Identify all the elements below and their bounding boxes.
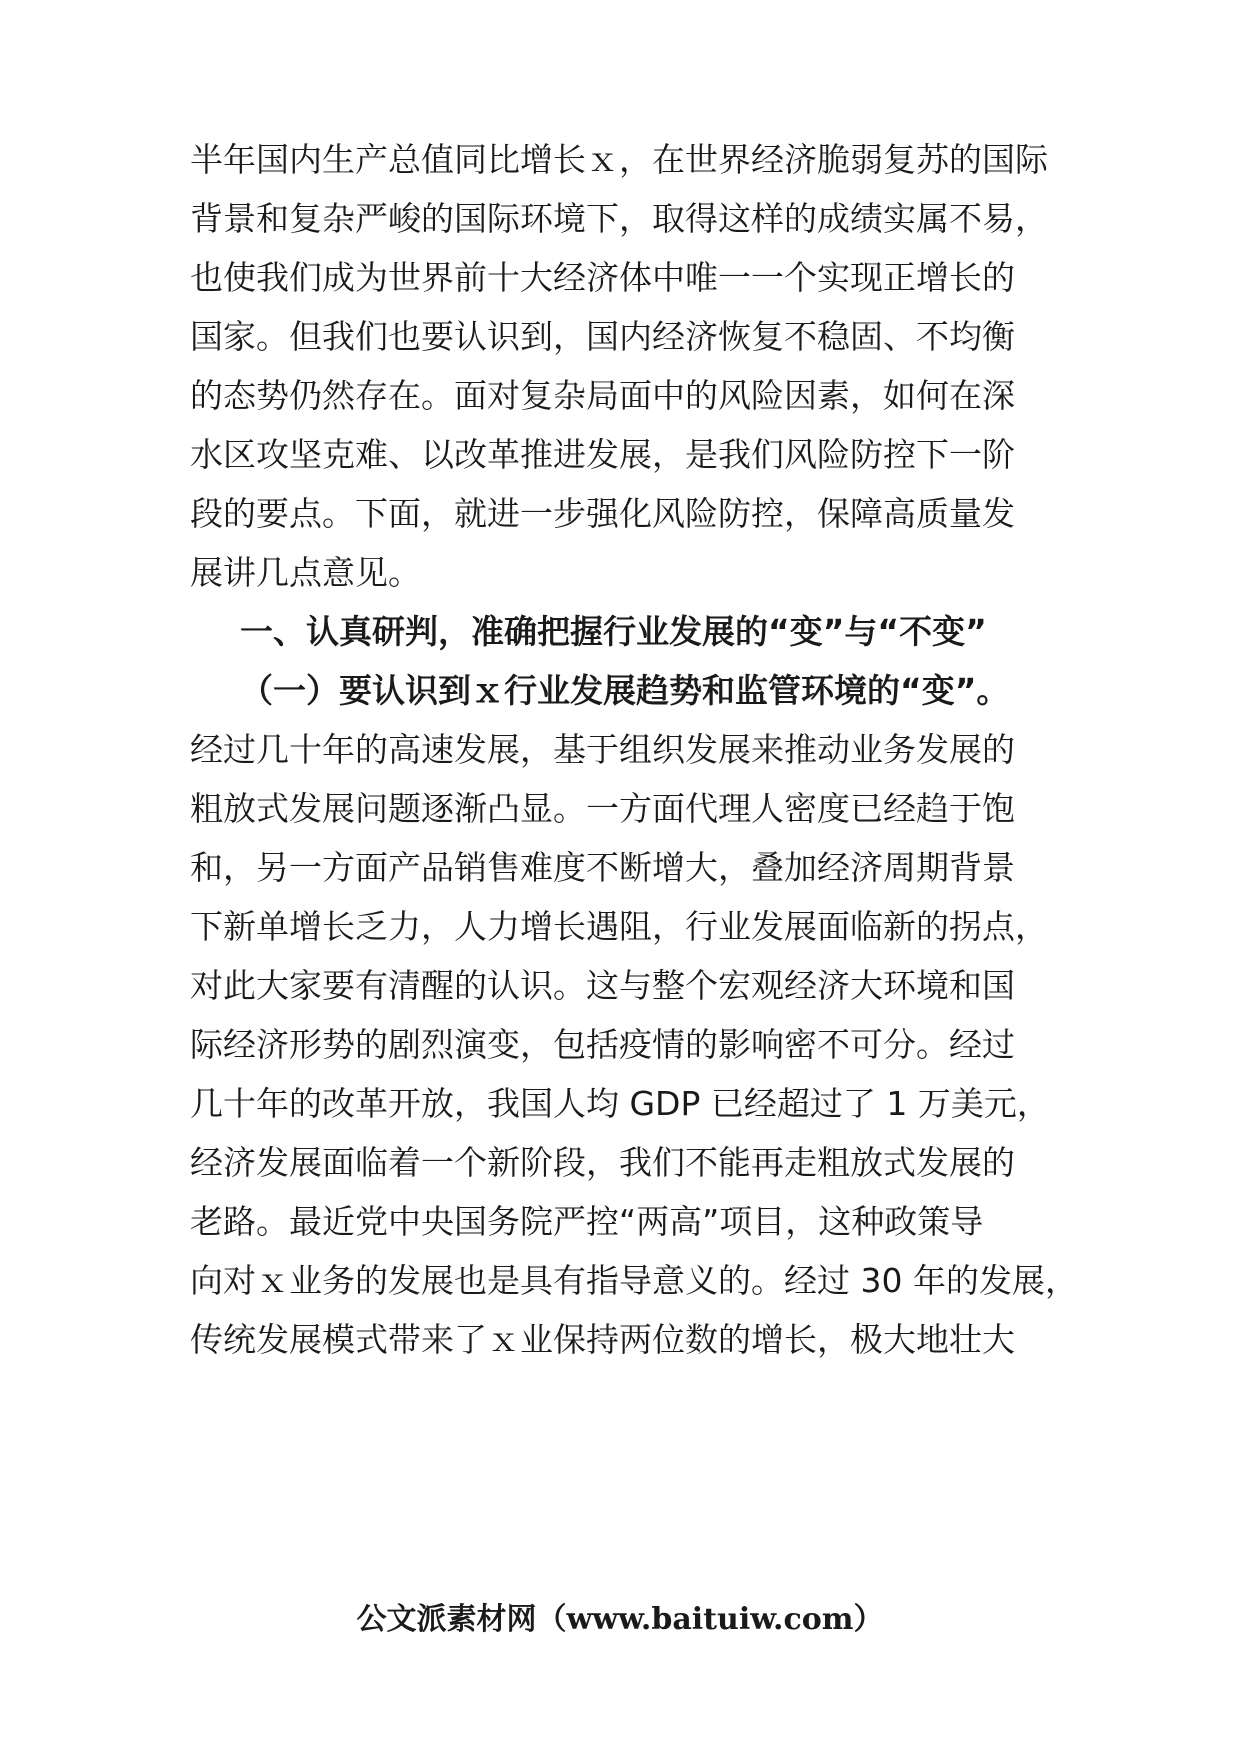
body-line: 下新单增长乏力，人力增长遇阻，行业发展面临新的拐点， xyxy=(190,907,1048,946)
body-line: 对此大家要有清醒的认识。这与整个宏观经济大环境和国 xyxy=(190,966,1015,1005)
body-line: 经过几十年的高速发展，基于组织发展来推动业务发展的 xyxy=(190,730,1015,769)
intro-line: 半年国内生产总值同比增长ｘ，在世界经济脆弱复苏的国际 xyxy=(190,140,1048,179)
body-line: 经济发展面临着一个新阶段，我们不能再走粗放式发展的 xyxy=(190,1143,1015,1182)
intro-line: 段的要点。下面，就进一步强化风险防控，保障高质量发 xyxy=(190,494,1015,533)
footer-source: 公文派素材网（www.baituiw.com） xyxy=(356,1602,884,1637)
body-line: 几十年的改革开放，我国人均 GDP 已经超过了 1 万美元， xyxy=(190,1084,1050,1123)
intro-line: 的态势仍然存在。面对复杂局面中的风险因素，如何在深 xyxy=(190,376,1015,415)
body-line: 老路。最近党中央国务院严控“两高”项目，这种政策导 xyxy=(190,1202,984,1241)
body-line: 粗放式发展问题逐渐凸显。一方面代理人密度已经趋于饱 xyxy=(190,789,1015,828)
body-line: 际经济形势的剧烈演变，包括疫情的影响密不可分。经过 xyxy=(190,1025,1015,1064)
intro-line: 也使我们成为世界前十大经济体中唯一一个实现正增长的 xyxy=(190,258,1015,297)
intro-line: 国家。但我们也要认识到，国内经济恢复不稳固、不均衡 xyxy=(190,317,1015,356)
body-line: 向对ｘ业务的发展也是具有指导意义的。经过 30 年的发展， xyxy=(190,1261,1078,1300)
intro-line: 水区攻坚克难、以改革推进发展，是我们风险防控下一阶 xyxy=(190,435,1015,474)
intro-line: 展讲几点意见。 xyxy=(190,553,421,592)
section-heading: 一、认真研判，准确把握行业发展的“变”与“不变” xyxy=(240,612,987,651)
intro-line: 背景和复杂严峻的国际环境下，取得这样的成绩实属不易， xyxy=(190,199,1048,238)
subsection-heading: （一）要认识到ｘ行业发展趋势和监管环境的“变”。 xyxy=(240,671,1010,710)
body-line: 和，另一方面产品销售难度不断增大，叠加经济周期背景 xyxy=(190,848,1015,887)
body-line: 传统发展模式带来了ｘ业保持两位数的增长，极大地壮大 xyxy=(190,1320,1015,1359)
